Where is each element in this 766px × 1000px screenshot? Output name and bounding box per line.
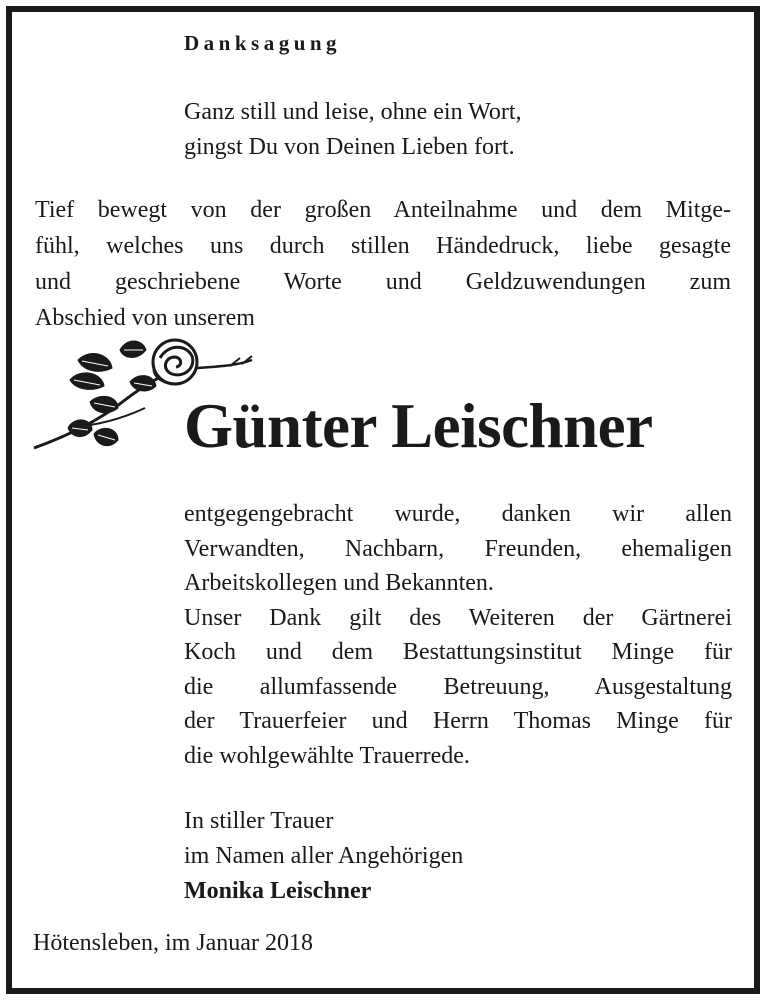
deceased-name: Günter Leischner [184, 391, 653, 461]
intro-line: Abschied von unserem [35, 305, 255, 331]
thanks-line: entgegengebracht wurde, danken wir allen [184, 501, 732, 527]
closing-line: In stiller Trauer [184, 808, 334, 834]
intro-line: Tief bewegt von der großen Anteilnahme und dem Mitge- [35, 197, 731, 223]
place-date: Hötensleben, im Januar 2018 [33, 930, 313, 956]
thanks-line: die wohlgewählte Trauerrede. [184, 742, 470, 769]
notice-heading: Danksagung [184, 31, 342, 55]
intro-paragraph [35, 192, 731, 336]
poem-line: gingst Du von Deinen Lieben fort. [184, 134, 515, 160]
thanks-paragraph [184, 497, 732, 773]
thanks-line: der Trauerfeier und Herrn Thomas Minge für [184, 708, 732, 734]
intro-line: fühl, welches uns durch stillen Händedruck, liebe gesagte [35, 233, 731, 259]
signer-name: Monika Leischner [184, 878, 372, 904]
thanks-line: Unser Dank gilt des Weiteren der Gärtnerei [184, 604, 732, 631]
poem-line: Ganz still und leise, ohne ein Wort, [184, 99, 522, 125]
thanks-line: die allumfassende Betreuung, Ausgestaltung [184, 673, 732, 700]
thanks-line: Verwandten, Nachbarn, Freunden, ehemaligen [184, 535, 732, 562]
closing-block [184, 804, 463, 909]
poem [184, 95, 522, 165]
closing-line: im Namen aller Angehörigen [184, 843, 464, 869]
thanks-line: Arbeitskollegen und Bekannten. [184, 570, 494, 596]
thanks-line: Koch und dem Bestattungsinstitut Minge für [184, 639, 732, 665]
intro-line: und geschriebene Worte und Geldzuwendungen zum [35, 269, 731, 295]
